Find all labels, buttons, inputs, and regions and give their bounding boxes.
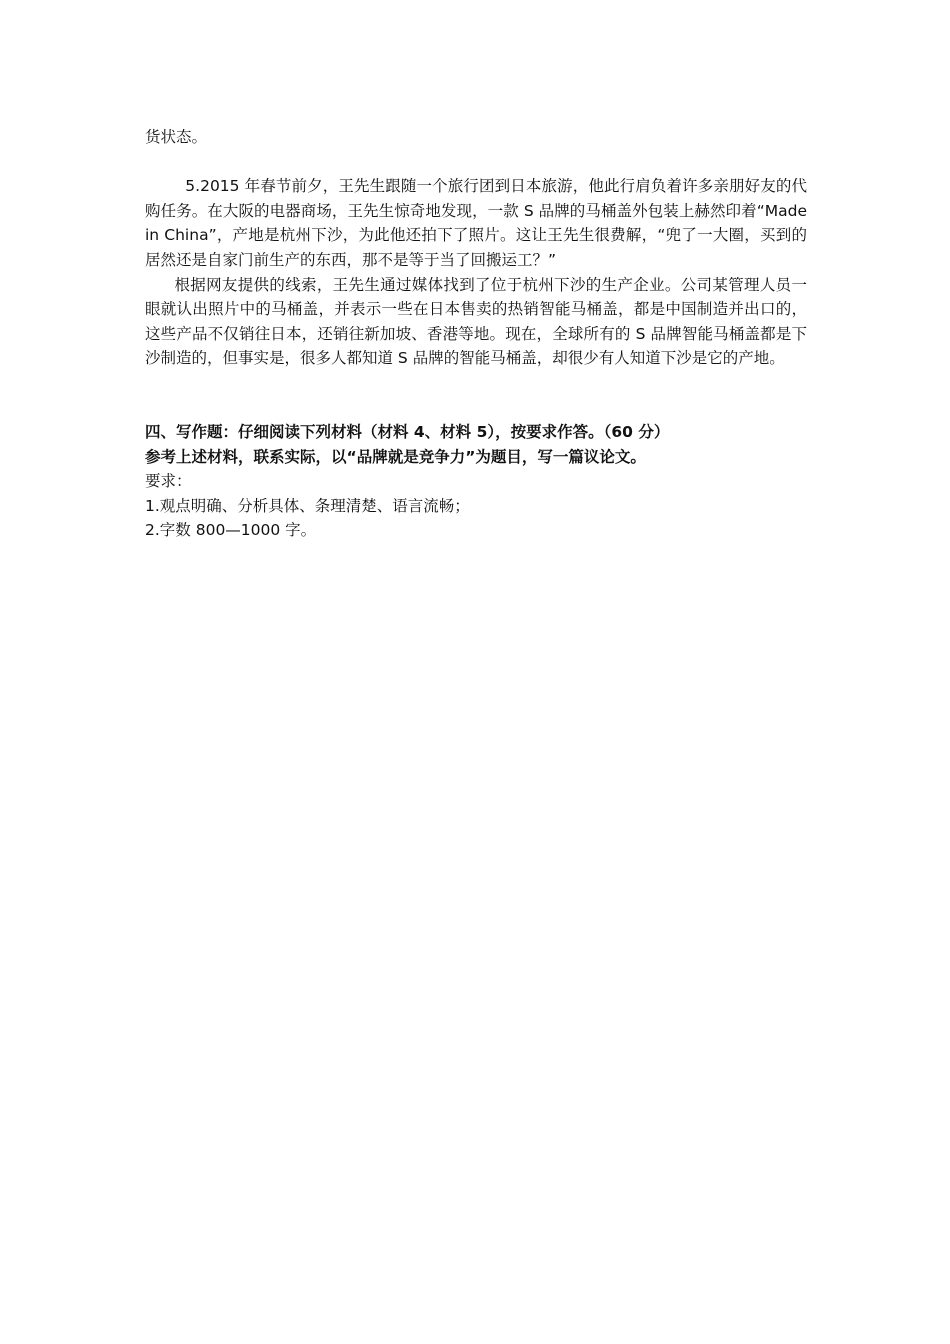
document-body bbox=[145, 125, 807, 543]
carryover-line: 货状态。 bbox=[145, 128, 208, 146]
material5-paragraph-1: 5.2015 年春节前夕，王先生跟随一个旅行团到日本旅游，他此行肩负着许多亲朋好友的代购任务。在大阪的电器商场，王先生惊奇地发现，一款 S 品牌的马桶盖外包装上赫然印着“Made in China”，产地是杭州下沙，为此他还拍下了照片。这让王先生很费解，“兜了一大圈，买到的居然还是自家门前生产的东西，那不是等于当了回搬运工？” bbox=[145, 177, 807, 269]
paragraph-spacer bbox=[145, 150, 807, 175]
requirement-item-1: 1.观点明确、分析具体、条理清楚、语言流畅； bbox=[145, 496, 470, 515]
writing-instruction: 参考上述材料，联系实际，以“品牌就是竞争力”为题目，写一篇议论文。 bbox=[145, 447, 646, 466]
writing-section-heading: 四、写作题：仔细阅读下列材料（材料 4、材料 5），按要求作答。（60 分） bbox=[145, 422, 670, 441]
section-spacer bbox=[145, 371, 807, 420]
requirement-item-2: 2.字数 800—1000 字。 bbox=[145, 521, 317, 540]
material5-paragraph-2: 根据网友提供的线索，王先生通过媒体找到了位于杭州下沙的生产企业。公司某管理人员一眼就认出照片中的马桶盖，并表示一些在日本售卖的热销智能马桶盖，都是中国制造并出口的，这些产品不仅销往日本，还销往新加坡、香港等地。现在，全球所有的 S 品牌智能马桶盖都是下沙制造的，但事实是，很多人都知道 S 品牌的智能马桶盖，却很少有人知道下沙是它的产地。 bbox=[145, 275, 807, 368]
requirements-label: 要求： bbox=[145, 472, 192, 491]
